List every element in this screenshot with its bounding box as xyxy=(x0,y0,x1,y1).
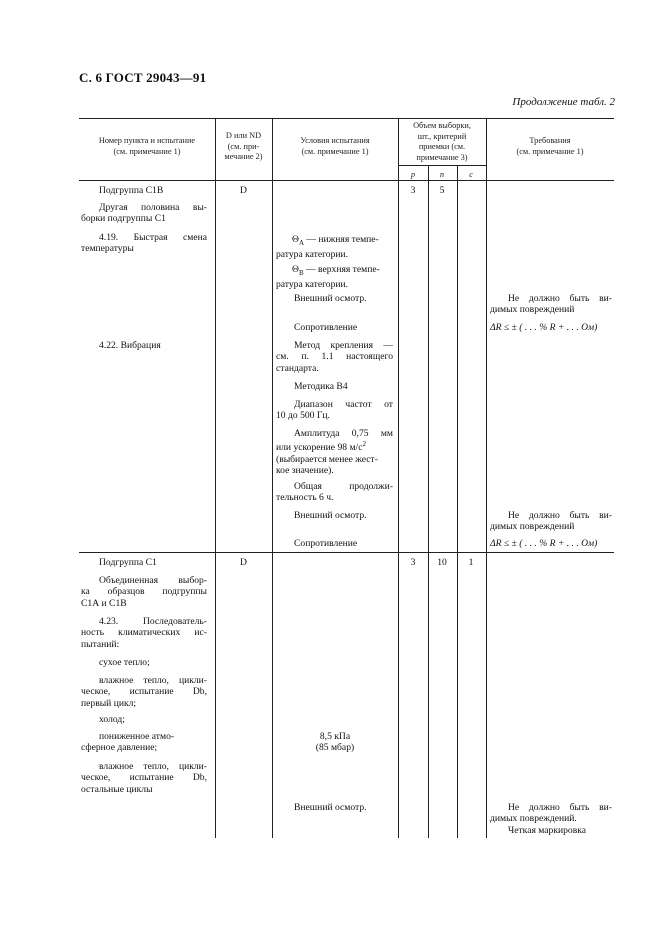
text-line: ность климатических ис- xyxy=(81,627,207,639)
text-line: (85 мбар) xyxy=(315,742,355,754)
dnd-value: D xyxy=(240,185,247,196)
condition-theta-b xyxy=(276,264,393,291)
condition-resistance: Сопротивление xyxy=(294,322,358,333)
requirement-no-damage xyxy=(490,293,612,316)
text-line: температуры xyxy=(81,243,134,255)
text-line: сферное давление; xyxy=(81,742,158,754)
text-line: димых повреждений xyxy=(490,521,575,533)
text-line: пытаний: xyxy=(81,638,120,650)
column-header-d-nd xyxy=(215,131,272,163)
condition-duration xyxy=(276,481,393,504)
test-item-4-23 xyxy=(81,616,207,650)
subheader-c: c xyxy=(469,170,473,179)
subgroup-c1-title: Подгруппа С1 xyxy=(99,557,157,568)
text-line: Объединенная выбор- xyxy=(99,575,207,586)
sample-n-value: 5 xyxy=(439,185,445,196)
text-line: Амплитуда 0,75 мм xyxy=(294,428,393,439)
requirement-no-damage-marking xyxy=(490,802,612,836)
superscript: 2 xyxy=(362,440,366,449)
text-line: остальные циклы xyxy=(81,783,153,795)
header-line: (см. примечание 1) xyxy=(301,146,369,156)
subgroup-c1b-title: Подгруппа С1В xyxy=(99,185,164,196)
text-line: Другая половина вы- xyxy=(99,202,207,213)
text-line: влажное тепло, цикли- xyxy=(99,675,207,686)
test-item-4-19 xyxy=(81,232,207,255)
requirement-resistance-delta-2: ΔR ≤ ± ( . . . % R + . . . Ом) xyxy=(490,538,598,549)
header-line: примечание 3) xyxy=(416,152,468,162)
text-line: 8,5 кПа xyxy=(319,731,351,742)
text-line: Не должно быть ви- xyxy=(508,802,612,813)
header-line: Номер пункта и испытание xyxy=(98,136,196,145)
sample-n-value-2: 10 xyxy=(437,557,447,568)
text-span: или ускорение 98 м/с xyxy=(276,442,363,454)
text-line: 4.23. Последователь- xyxy=(99,616,207,627)
test-item-4-22: 4.22. Вибрация xyxy=(99,340,161,351)
requirement-resistance-delta: ΔR ≤ ± ( . . . % R + . . . Ом) xyxy=(490,322,598,333)
header-line: Условия испытания xyxy=(300,136,370,145)
condition-visual-inspection-3: Внешний осмотр. xyxy=(294,802,367,813)
header-line: (см. примечание 1) xyxy=(113,146,181,156)
text-line: кое значение). xyxy=(276,465,334,477)
text-line: Четкая маркировка xyxy=(508,824,587,836)
theta-symbol: Θ xyxy=(292,264,299,275)
text-line: Не должно быть ви- xyxy=(508,510,612,521)
subgroup-c1b-description xyxy=(81,202,207,225)
dnd-value-2: D xyxy=(240,557,247,568)
text-line xyxy=(276,234,393,249)
sequence-step-low-pressure xyxy=(81,731,207,754)
text-line: см. п. 1.1 настоящего xyxy=(276,351,393,363)
text-line: борки подгруппы С1 xyxy=(81,213,166,225)
sequence-step-dry-heat: сухое тепло; xyxy=(99,657,150,668)
condition-mounting xyxy=(276,340,393,374)
header-line: приемки (см. xyxy=(418,142,466,151)
column-header-requirements xyxy=(486,136,614,157)
sequence-step-damp-heat-remaining xyxy=(81,761,207,795)
text-line: димых повреждений. xyxy=(490,813,577,825)
sequence-step-cold: холод; xyxy=(99,714,125,725)
text-span: — верхняя темпе- xyxy=(303,264,380,275)
sample-p-value: 3 xyxy=(410,185,416,196)
text-line: Метод крепления — xyxy=(294,340,393,351)
condition-frequency-range xyxy=(276,399,393,422)
text-line xyxy=(276,439,393,454)
header-line: Объем выборки, xyxy=(413,121,471,130)
text-line: ка образцов подгруппы xyxy=(81,586,207,598)
text-line: ратура категории. xyxy=(276,249,349,261)
header-line: D или ND xyxy=(225,131,262,140)
text-line: (выбирается менее жест- xyxy=(276,454,378,465)
text-line: влажное тепло, цикли- xyxy=(99,761,207,772)
text-line: Общая продолжи- xyxy=(294,481,393,492)
text-line: первый цикл; xyxy=(81,697,137,709)
text-line: 4.19. Быстрая смена xyxy=(99,232,207,243)
column-header-sample-size xyxy=(398,121,486,163)
sample-p-value-2: 3 xyxy=(410,557,416,568)
header-line: (см. примечание 1) xyxy=(516,146,584,156)
text-line: пониженное атмо- xyxy=(99,731,175,742)
condition-visual-inspection: Внешний осмотр. xyxy=(294,293,367,304)
text-line: 10 до 500 Гц. xyxy=(276,410,330,422)
page-reference: С. 6 ГОСТ 29043—91 xyxy=(79,70,207,85)
sample-c-value-2: 1 xyxy=(468,557,474,568)
text-line: Не должно быть ви- xyxy=(508,293,612,304)
sequence-step-damp-heat-first xyxy=(81,675,207,709)
subscript: A xyxy=(298,238,304,247)
table-continuation-label: Продолжение табл. 2 xyxy=(512,96,615,108)
text-line: ческое, испытание Db, xyxy=(81,686,207,698)
header-line: (см. при- xyxy=(227,141,260,151)
text-line: ческое, испытание Db, xyxy=(81,772,207,784)
header-line: мечание 2) xyxy=(224,152,263,161)
condition-resistance-2: Сопротивление xyxy=(294,538,358,549)
theta-symbol: Θ xyxy=(292,234,299,245)
subgroup-c1-description xyxy=(81,575,207,609)
text-line: стандарта. xyxy=(276,362,319,374)
condition-theta-a xyxy=(276,234,393,261)
requirement-no-damage-2 xyxy=(490,510,612,533)
text-span: — нижняя темпе- xyxy=(304,234,379,245)
header-line: Требования xyxy=(529,136,571,145)
text-line: тельность 6 ч. xyxy=(276,492,334,504)
condition-method-b4: Методика В4 xyxy=(294,381,348,392)
column-header-test-item xyxy=(79,136,215,157)
text-line: ратура категории. xyxy=(276,279,349,291)
text-line xyxy=(276,264,393,279)
text-line: С1А и С1В xyxy=(81,597,127,609)
subheader-n: n xyxy=(440,170,444,179)
header-line: шт., критерий xyxy=(417,131,467,141)
column-header-conditions xyxy=(272,136,398,157)
condition-amplitude xyxy=(276,428,393,477)
text-line: Диапазон частот от xyxy=(294,399,393,410)
subscript: B xyxy=(298,268,304,277)
text-line: димых повреждений xyxy=(490,304,575,316)
subheader-p: p xyxy=(411,170,415,179)
condition-pressure xyxy=(272,731,398,754)
condition-visual-inspection-2: Внешний осмотр. xyxy=(294,510,367,521)
